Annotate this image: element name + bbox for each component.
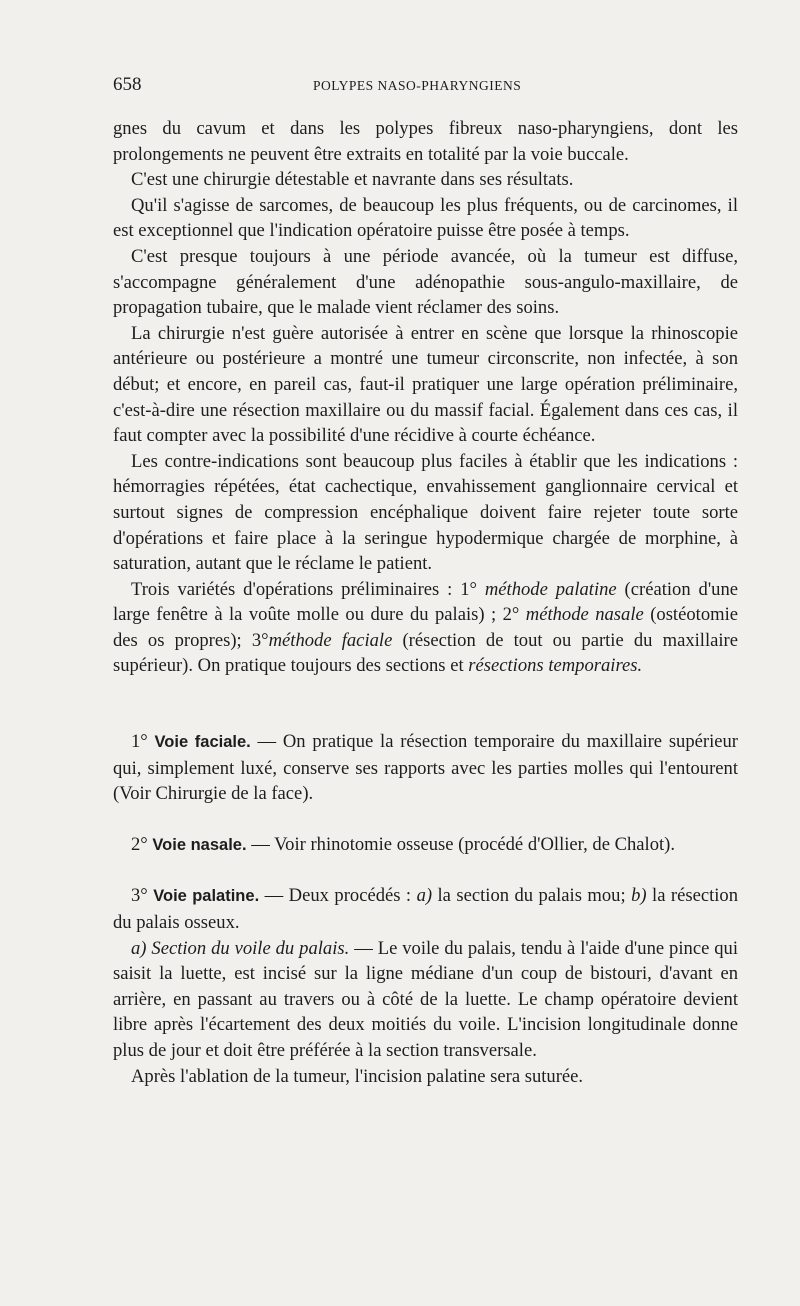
section-voie-palatine bbox=[113, 883, 738, 935]
page-header bbox=[113, 74, 738, 102]
section-number: 3° bbox=[131, 885, 148, 907]
section-text: — Deux procédés : bbox=[264, 885, 417, 907]
varieties-text: (ostéotomie des os propres); 3° bbox=[113, 604, 738, 651]
paragraph: Qu'il s'agisse de sarcomes, de beaucoup les plus fréquents, ou de carcinomes, il est exceptionnel que l'indication opératoire puisse être posée à temps. bbox=[113, 194, 738, 242]
section-title: Voie palatine. bbox=[153, 887, 260, 906]
section-voie-faciale bbox=[113, 729, 738, 807]
spacer bbox=[113, 704, 738, 729]
section-text: la résection du palais osseux. bbox=[113, 885, 739, 934]
method-palatine: méthode palatine bbox=[484, 578, 617, 600]
label-a: a) bbox=[416, 885, 433, 907]
section-number: 2° bbox=[131, 833, 148, 855]
varieties-text: (création d'une large fenêtre à la voûte molle ou dure du palais) ; 2° bbox=[113, 578, 739, 626]
varieties-text: (résection de tout ou partie du maxillaire supérieur). On pratique toujours des sections et bbox=[113, 629, 738, 677]
paragraph: C'est presque toujours à une période avancée, où la tumeur est diffuse, s'accompagne généralement d'une adénopathie sous-angulo-maxillaire, de propagation tubaire, que le malade vient réclamer des soins. bbox=[113, 245, 738, 319]
section-number: 1° bbox=[131, 731, 148, 753]
label-b: b) bbox=[631, 885, 647, 907]
method-nasale: méthode nasale bbox=[525, 604, 644, 626]
paragraph: gnes du cavum et dans les polypes fibreux naso-pharyngiens, dont les prolongements ne peuvent être extraits en totalité par la voie buccale. bbox=[113, 118, 738, 165]
section-voie-nasale bbox=[113, 832, 738, 859]
varieties-intro: Trois variétés d'opérations préliminaires : 1° bbox=[131, 578, 477, 600]
final-paragraph: Après l'ablation de la tumeur, l'incision palatine sera suturée. bbox=[131, 1065, 584, 1087]
varieties-paragraph bbox=[113, 577, 738, 679]
paragraph: La chirurgie n'est guère autorisée à entrer en scène que lorsque la rhinoscopie antérieure ou postérieure a montré une tumeur circonscrite, non infectée, à son début; et encore, en pareil cas, faut-il pratiquer une large opération préliminaire, c'est-à-dire une résection maxillaire ou du massif facial. Également dans ces cas, il faut compter avec la possibilité d'une récidive à courte échéance. bbox=[113, 322, 738, 447]
section-text: — On pratique la résection temporaire du maxillaire supérieur qui, simplement luxé, conserve ses rapports avec les parties molles qui l'entourent (Voir Chirurgie de la face). bbox=[113, 731, 738, 805]
spacer bbox=[113, 807, 738, 832]
section-title: Voie nasale. bbox=[152, 835, 247, 854]
resections-temporaires: résections temporaires. bbox=[468, 655, 643, 677]
paragraph: Les contre-indications sont beaucoup plus faciles à établir que les indications : hémorragies répétées, état cachectique, envahissement ganglionnaire cervical et surtout signes de compression encéphalique doivent faire rejeter toute sorte d'opérations et faire place à la seringue hypodermique chargée de morphine, à saturation, autant que le réclame le patient. bbox=[113, 450, 738, 575]
spacer bbox=[113, 858, 738, 883]
section-text: la section du palais mou; bbox=[432, 885, 632, 907]
subsection-a bbox=[113, 936, 738, 1064]
section-title: Voie faciale. bbox=[154, 733, 251, 752]
subsection-text: — Le voile du palais, tendu à l'aide d'une pince qui saisit la luette, est incisé sur la ligne médiane d'un coup de bistouri, d'avant en arrière, en passant au travers ou à côté de la luette. Le champ opératoire devient libre après l'écartement des deux moitiés du voile. L'incision longitudinale donne plus de jour et doit être préférée à la section transversale. bbox=[113, 937, 739, 1061]
page-number: 658 bbox=[113, 74, 142, 95]
spacer bbox=[113, 679, 738, 704]
method-faciale: méthode faciale bbox=[268, 629, 393, 651]
running-title: POLYPES NASO-PHARYNGIENS bbox=[313, 78, 522, 93]
subsection-title: a) Section du voile du palais. bbox=[131, 937, 350, 959]
paragraph: C'est une chirurgie détestable et navrante dans ses résultats. bbox=[131, 169, 574, 191]
section-text: — Voir rhinotomie osseuse (procédé d'Ollier, de Chalot). bbox=[251, 833, 676, 855]
body-text bbox=[113, 116, 738, 1089]
